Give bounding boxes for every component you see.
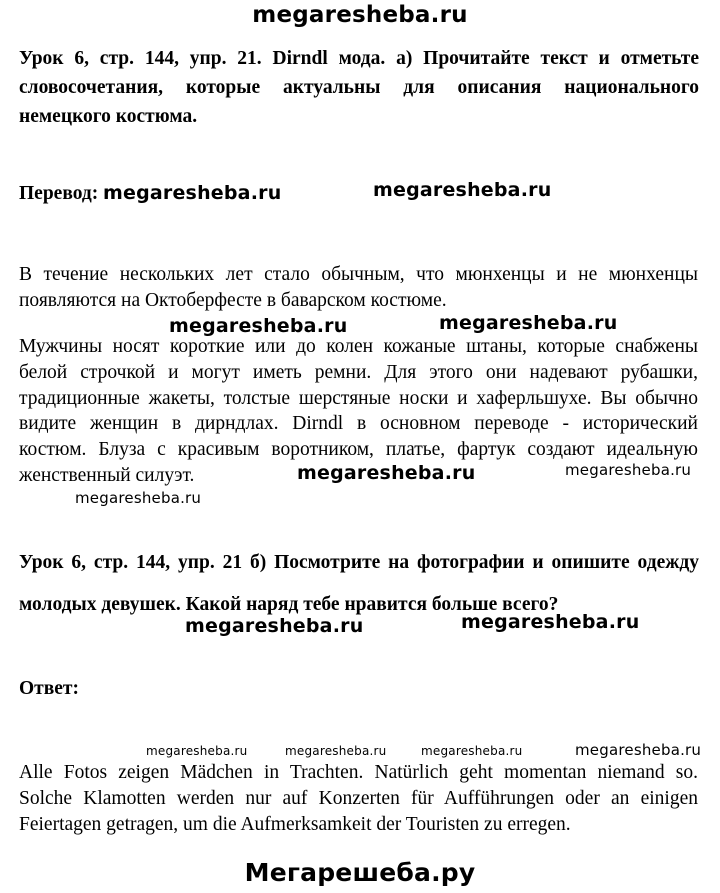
text-line: В течение нескольких лет стало обычным, что мюнхенцы и не мюнхенцы: [19, 264, 698, 285]
text-line: видите женщин в дирндлах. Dirndl в основном переводе - исторический: [19, 413, 698, 435]
answer-paragraph: [19, 760, 698, 837]
task2-heading-line-1: [19, 548, 699, 577]
watermark: megaresheba.ru: [297, 462, 476, 484]
watermark: megaresheba.ru: [146, 744, 248, 758]
task1-heading-line: словосочетания, которые актуальны для описания национального: [19, 77, 699, 98]
watermark: megaresheba.ru: [575, 741, 702, 759]
text-line: женственный силуэт.: [19, 464, 195, 486]
text-line: Alle Fotos zeigen Mädchen in Trachten. Natürlich geht momentan niemand so.: [19, 762, 698, 783]
text-line: белой строчкой и могут иметь ремни. Для этого они надевают рубашки,: [19, 361, 698, 383]
answer-label: Ответ:: [19, 678, 80, 699]
text-line: костюм. Блуза с красивым воротником, платье, фартук создают идеальную: [19, 439, 698, 461]
task1-heading-line: Урок 6, стр. 144, упр. 21. Dirndl мода. а) Прочитайте текст и отметьте: [19, 48, 699, 69]
text-line: традиционные жакеты, толстые шерстяные носки и хаферльшухе. Вы обычно: [19, 387, 698, 409]
watermark-bottom: Мегарешеба.ру: [244, 858, 476, 887]
task2-heading-line: Урок 6, стр. 144, упр. 21 б) Посмотрите на фотографии и опишите одежду: [19, 552, 699, 573]
translation-label: Перевод:: [19, 183, 99, 204]
text-line: Feiertagen getragen, um die Aufmerksamkeit der Touristen zu erregen.: [19, 813, 571, 835]
watermark: megaresheba.ru: [169, 315, 348, 337]
translation-paragraph-1: [19, 262, 698, 314]
text-line: Мужчины носят короткие или до колен кожаные штаны, которые снабжены: [19, 336, 698, 357]
watermark: megaresheba.ru: [565, 461, 692, 479]
task1-heading-line: немецкого костюма.: [19, 106, 198, 127]
watermark-top: megaresheba.ru: [252, 2, 468, 28]
task2-heading-line: молодых девушек. Какой наряд тебе нравится больше всего?: [19, 594, 559, 615]
watermark: megaresheba.ru: [439, 312, 618, 334]
watermark: megaresheba.ru: [75, 489, 202, 507]
watermark: megaresheba.ru: [103, 182, 282, 204]
watermark: megaresheba.ru: [421, 744, 523, 758]
task1-heading: [19, 44, 699, 131]
watermark: megaresheba.ru: [185, 615, 364, 637]
watermark: megaresheba.ru: [285, 744, 387, 758]
watermark: megaresheba.ru: [461, 611, 640, 633]
watermark: megaresheba.ru: [373, 179, 552, 201]
text-line: появляются на Октоберфесте в баварском костюме.: [19, 289, 447, 311]
text-line: Solche Klamotten werden nur auf Konzerten für Aufführungen oder an einigen: [19, 787, 698, 809]
